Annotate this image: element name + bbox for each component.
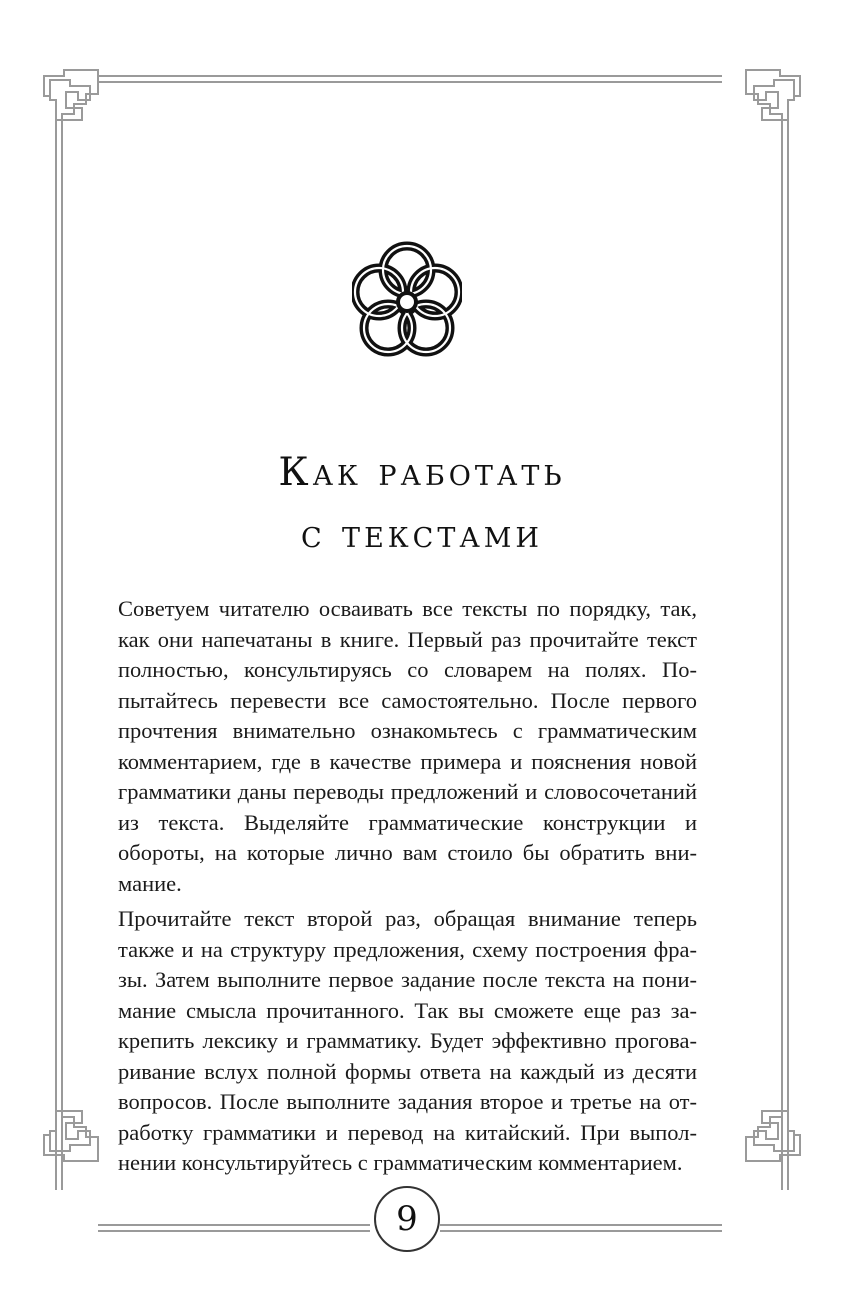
page-title-line-2: с текстами: [301, 512, 543, 557]
page-number: 9: [374, 1186, 440, 1252]
corner-ornament-bottom-left: [44, 1111, 98, 1161]
page-title-line-1: Как работать: [278, 450, 566, 495]
paragraph-1: Советуем читателю осваивать все тексты по порядку, так, как они напечатаны в книге. Первый раз прочитайте текст полностью, консультируясь со словарем на полях. Попытайтесь перевести все самостоятельно. После первого прочтения внимательно ознакомьтесь с грамматическим комментарием, где в качестве примера и пояснения новой грамматики даны переводы предложений и словосочетаний из текста. Выделяйте грамматические конструкции и обороты, на которые лично вам стоило бы обратить внимание.: [118, 596, 697, 896]
knot-emblem-icon: [352, 240, 462, 365]
corner-ornament-top-right: [746, 70, 800, 120]
paragraph-2: Прочитайте текст второй раз, обращая внимание теперь также и на структуру предложения, схему построения фразы. Затем выполните первое задание после текста на понимание смысла прочитанного. Так вы сможете еще раз закрепить лексику и грамматику. Будет эффективно проговаривание вслух полной формы ответа на каждый из десяти вопросов. После выполните задания второе и третье на отработку грамматики и перевод на китайский. При выполнении консультируйтесь с грамматическим комментарием.: [118, 906, 697, 1175]
corner-ornament-top-left: [44, 70, 98, 120]
corner-ornament-bottom-right: [746, 1111, 800, 1161]
